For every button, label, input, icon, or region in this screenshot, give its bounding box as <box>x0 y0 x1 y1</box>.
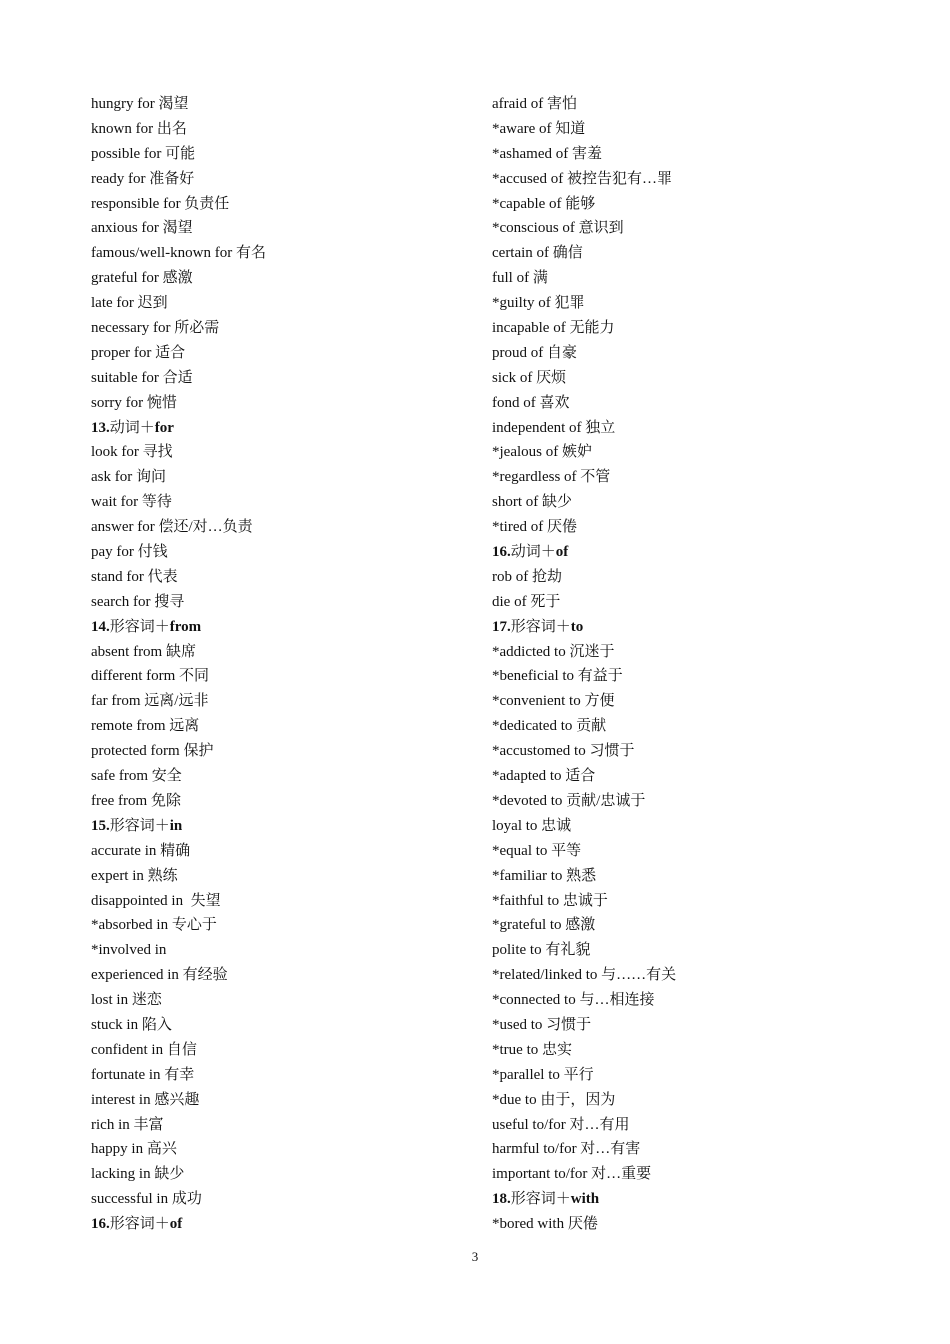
vocab-entry: confident in 自信 <box>91 1041 197 1058</box>
vocab-entry: grateful for 感激 <box>91 270 193 287</box>
vocab-entry: fortunate in 有幸 <box>91 1066 195 1083</box>
vocab-entry: *faithful to 忠诚于 <box>492 892 608 909</box>
vocab-entry: successful in 成功 <box>91 1191 202 1208</box>
section-label: 动词＋ <box>510 544 556 561</box>
vocab-entry: *ashamed of 害羞 <box>492 145 602 162</box>
vocab-entry: independent of 独立 <box>492 419 616 436</box>
vocab-entry: necessary for 所必需 <box>91 320 220 337</box>
vocab-entry: protected form 保护 <box>91 743 214 760</box>
vocab-entry: *involved in <box>91 942 167 959</box>
vocab-entry: rich in 丰富 <box>91 1116 164 1133</box>
vocab-entry: experienced in 有经验 <box>91 967 228 984</box>
vocab-entry: *regardless of 不管 <box>492 469 611 486</box>
vocab-entry: *connected to 与…相连接 <box>492 992 655 1009</box>
section-keyword: to <box>570 618 584 635</box>
vocab-entry: *jealous of 嫉妒 <box>492 444 592 461</box>
vocab-entry: *absorbed in 专心于 <box>91 917 217 934</box>
section-heading <box>492 1187 912 1212</box>
section-number: 15. <box>91 817 110 834</box>
vocab-entry: suitable for 合适 <box>91 369 193 386</box>
vocab-entry: lost in 迷恋 <box>91 992 162 1009</box>
vocab-entry: hungry for 渴望 <box>91 96 189 112</box>
vocab-entry: *accused of 被控告犯有…罪 <box>492 170 672 187</box>
section-label: 形容词＋ <box>109 1216 170 1233</box>
section-number: 17. <box>492 618 511 635</box>
vocab-entry: loyal to 忠诚 <box>492 817 572 834</box>
section-label: 形容词＋ <box>510 618 571 635</box>
vocab-entry: die of 死于 <box>492 593 561 610</box>
vocab-entry: *familiar to 熟悉 <box>492 867 597 884</box>
section-number: 16. <box>492 544 511 561</box>
vocab-entry: look for 寻找 <box>91 444 173 461</box>
vocab-entry: *devoted to 贡献/忠诚于 <box>492 792 646 809</box>
vocab-entry: rob of 抢劫 <box>492 568 562 585</box>
vocab-entry: *convenient to 方便 <box>492 693 615 710</box>
vocab-entry: *used to 习惯于 <box>492 1016 592 1033</box>
vocab-entry: *due to 由于，因为 <box>492 1091 616 1108</box>
vocab-entry: short of 缺少 <box>492 494 572 511</box>
vocab-entry: *conscious of 意识到 <box>492 220 624 237</box>
section-number: 16. <box>91 1216 110 1233</box>
vocab-entry: disappointed in 失望 <box>91 892 221 909</box>
vocab-entry: *dedicated to 贡献 <box>492 718 607 735</box>
vocab-entry: *true to 忠实 <box>492 1041 572 1058</box>
vocab-entry: certain of 确信 <box>492 245 583 262</box>
section-keyword: from <box>169 618 202 635</box>
vocab-entry: known for 出名 <box>91 120 187 137</box>
vocab-entry: ask for 询问 <box>91 469 166 486</box>
vocab-entry: anxious for 渴望 <box>91 220 193 237</box>
section-label: 形容词＋ <box>109 618 170 635</box>
vocab-entry: free from 免除 <box>91 792 181 809</box>
vocab-entry: safe from 安全 <box>91 768 182 785</box>
vocab-entry: sorry for 惋惜 <box>91 394 177 411</box>
section-number: 14. <box>91 618 110 635</box>
section-keyword: of <box>555 544 569 561</box>
vocab-entry: *parallel to 平行 <box>492 1066 594 1083</box>
vocab-entry: afraid of 害怕 <box>492 96 577 112</box>
vocab-entry: answer for 偿还/对…负责 <box>91 519 253 536</box>
section-heading <box>492 540 912 565</box>
vocab-entry: responsible for 负责任 <box>91 195 230 212</box>
vocab-entry: fond of 喜欢 <box>492 394 570 411</box>
vocab-entry: famous/well-known for 有名 <box>91 245 266 262</box>
vocab-entry: *accustomed to 习惯于 <box>492 743 635 760</box>
vocab-entry: *aware of 知道 <box>492 120 586 137</box>
page-number: 3 <box>471 1249 479 1264</box>
section-number: 18. <box>492 1191 511 1208</box>
section-heading <box>91 416 471 441</box>
vocab-entry: remote from 远离 <box>91 718 200 735</box>
vocab-entry: search for 搜寻 <box>91 593 185 610</box>
section-label: 动词＋ <box>109 419 155 436</box>
section-keyword: for <box>154 419 174 436</box>
vocab-entry: *capable of 能够 <box>492 195 596 212</box>
section-heading <box>91 1212 471 1237</box>
vocab-entry: *adapted to 适合 <box>492 768 596 785</box>
vocab-entry: important to/for 对…重要 <box>492 1166 652 1183</box>
vocab-entry: far from 远离/远非 <box>91 693 209 710</box>
section-label: 形容词＋ <box>510 1191 571 1208</box>
vocab-entry: happy in 高兴 <box>91 1141 177 1158</box>
vocab-entry: proud of 自豪 <box>492 344 577 361</box>
vocab-entry: absent from 缺席 <box>91 643 196 660</box>
section-keyword: of <box>169 1216 183 1233</box>
vocab-entry: pay for 付钱 <box>91 544 168 561</box>
vocab-entry: interest in 感兴趣 <box>91 1091 200 1108</box>
section-label: 形容词＋ <box>109 817 170 834</box>
section-number: 13. <box>91 419 110 436</box>
vocab-entry: wait for 等待 <box>91 494 172 511</box>
vocab-entry: *tired of 厌倦 <box>492 519 577 536</box>
section-keyword: in <box>169 817 183 834</box>
vocab-entry: *related/linked to 与……有关 <box>492 967 677 984</box>
vocab-entry: *grateful to 感激 <box>492 917 596 934</box>
vocab-entry: sick of 厌烦 <box>492 369 567 386</box>
vocab-entry: different form 不同 <box>91 668 210 685</box>
vocab-entry: *equal to 平等 <box>492 842 582 859</box>
right-column <box>492 92 912 1237</box>
vocab-entry: *beneficial to 有益于 <box>492 668 623 685</box>
section-heading <box>91 615 471 640</box>
vocab-entry: full of 满 <box>492 270 548 287</box>
section-heading <box>91 814 471 839</box>
vocab-entry: useful to/for 对…有用 <box>492 1116 630 1133</box>
vocab-entry: harmful to/for 对…有害 <box>492 1141 641 1158</box>
vocab-entry: accurate in 精确 <box>91 842 191 859</box>
vocab-entry: incapable of 无能力 <box>492 320 615 337</box>
vocab-entry: possible for 可能 <box>91 145 196 162</box>
vocab-entry: ready for 准备好 <box>91 170 195 187</box>
vocab-entry: proper for 适合 <box>91 344 186 361</box>
vocab-entry: stuck in 陷入 <box>91 1016 172 1033</box>
vocab-entry: stand for 代表 <box>91 568 178 585</box>
vocab-entry: polite to 有礼貌 <box>492 942 591 959</box>
section-heading <box>492 615 912 640</box>
section-keyword: with <box>570 1191 600 1208</box>
vocab-entry: *bored with 厌倦 <box>492 1216 598 1233</box>
vocab-entry: *guilty of 犯罪 <box>492 295 585 312</box>
left-column <box>91 92 471 1237</box>
vocab-entry: expert in 熟练 <box>91 867 178 884</box>
vocab-entry: late for 迟到 <box>91 295 168 312</box>
vocab-entry: *addicted to 沉迷于 <box>492 643 615 660</box>
vocab-entry: lacking in 缺少 <box>91 1166 185 1183</box>
